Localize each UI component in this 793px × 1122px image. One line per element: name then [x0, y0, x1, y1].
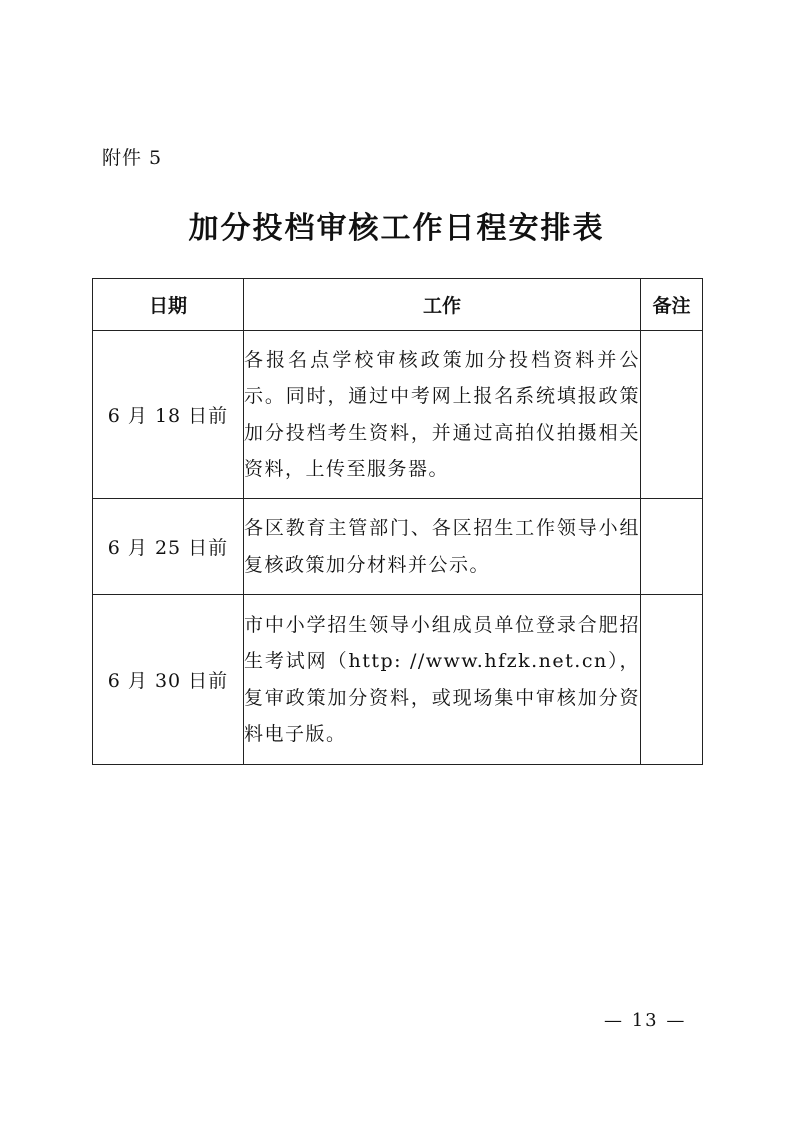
row-notes	[641, 499, 703, 595]
row-date: 6 月 18 日前	[93, 331, 244, 499]
row-notes	[641, 595, 703, 765]
page-title: 加分投档审核工作日程安排表	[188, 211, 605, 246]
row-date: 6 月 30 日前	[93, 595, 244, 765]
row-notes	[641, 331, 703, 499]
page-number: — 13 —	[604, 1010, 687, 1031]
table-row	[93, 499, 703, 595]
row-work: 各报名点学校审核政策加分投档资料并公示。同时，通过中考网上报名系统填报政策加分投档考生资料，并通过高拍仪拍摄相关资料，上传至服务器。	[244, 331, 641, 499]
schedule-table	[92, 278, 703, 765]
table-row	[93, 331, 703, 499]
header-notes: 备注	[641, 279, 703, 331]
table-header-row	[93, 279, 703, 331]
header-date: 日期	[93, 279, 244, 331]
attachment-label: 附件 5	[102, 147, 163, 169]
row-work: 市中小学招生领导小组成员单位登录合肥招生考试网（http: //www.hfzk.net.cn），复审政策加分资料，或现场集中审核加分资料电子版。	[244, 595, 641, 765]
table-row	[93, 595, 703, 765]
row-work: 各区教育主管部门、各区招生工作领导小组复核政策加分材料并公示。	[244, 499, 641, 595]
header-work: 工作	[244, 279, 641, 331]
row-date: 6 月 25 日前	[93, 499, 244, 595]
